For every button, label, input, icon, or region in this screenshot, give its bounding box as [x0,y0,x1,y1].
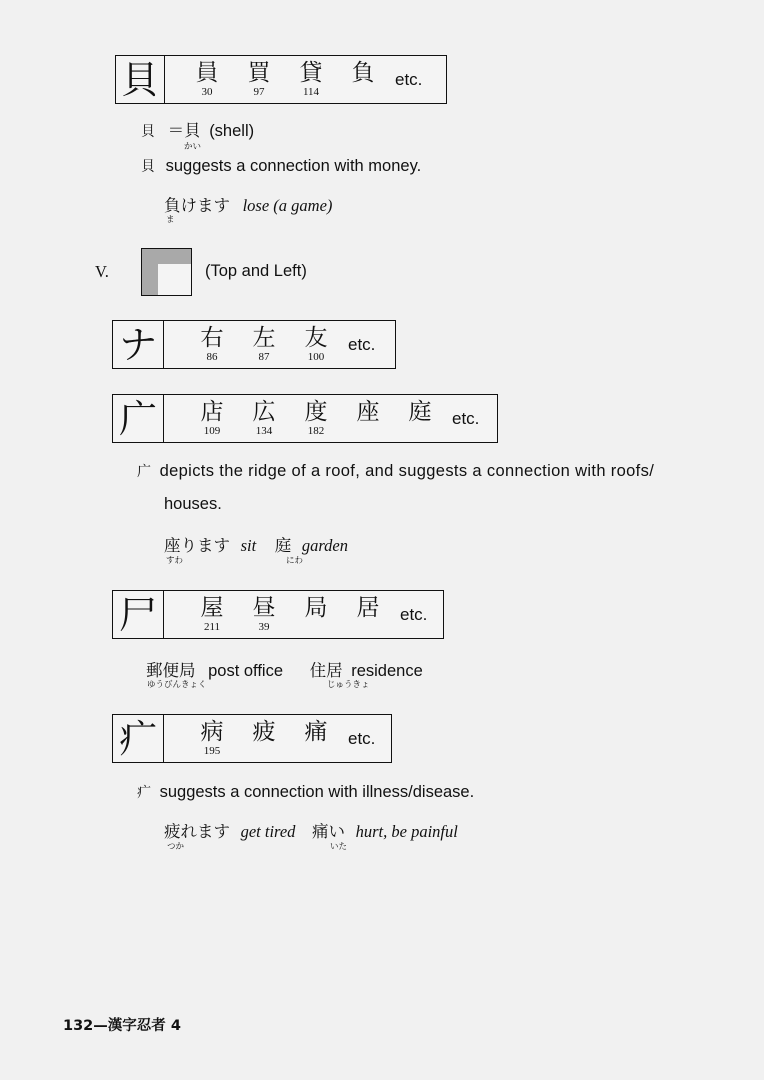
ruby-suwa: すわ [166,556,184,566]
kanji-item [285,56,337,98]
radical-box-yamaidare [112,714,392,763]
radical-inline: 广 [137,464,151,480]
kai-note [141,156,421,176]
kanji-char: 左 [252,325,276,351]
ruby-juukyo: じゅうきょ [327,680,370,690]
kanji-group [165,56,389,103]
example-word: 座ります [164,536,230,555]
madare-examples [164,532,348,556]
ruby-ma: ま [166,215,175,225]
note-text: depicts the ridge of a roof, and suggests a connection with roofs/ [159,462,655,480]
radical-inline: 貝 [141,124,155,140]
kanji-char: 負 [351,60,375,86]
ruby-kai: かい [184,142,202,152]
example-meaning: sit [240,536,257,555]
heading-label: (Top and Left) [205,262,307,280]
kanji-char: 度 [304,399,328,425]
kanji-number: 87 [258,351,270,363]
note-text: suggests a connection with money. [165,157,422,175]
kanji-item [186,591,238,633]
radical-char: 广 [113,395,164,442]
kanji-char: 疲 [252,719,276,745]
kanji-char: 広 [252,399,276,425]
ruby-yuubinkyoku: ゆうびんきょく [147,680,207,690]
example-word: 住居 [309,661,343,680]
example-word: 庭 [274,536,292,555]
diagram-inner-white [158,264,191,295]
etc-label: etc. [348,728,376,748]
etc-label: etc. [400,604,428,624]
kanji-number: 109 [203,425,221,437]
kanji-item [238,395,290,437]
page-footer: 132—漢字忍者 4 [63,1018,181,1034]
example-meaning: garden [301,536,349,555]
kanji-number: 114 [302,86,320,98]
kanji-char: 友 [304,325,328,351]
kanji-number: 211 [203,621,221,633]
note-text: suggests a connection with illness/disease. [159,783,475,801]
kanji-item [181,56,233,98]
example-meaning: residence [351,662,423,680]
radical-char: 尸 [113,591,164,638]
kai-gloss: (shell) [209,122,255,140]
example-word: 痛い [312,822,346,841]
kanji-char: 庭 [408,399,432,425]
kanji-char: 局 [304,595,328,621]
radical-box-kai [115,55,447,104]
kanji-item [290,591,342,633]
kanji-char: 貸 [299,60,323,86]
radical-box-nagi [112,320,396,369]
kanji-item [238,321,290,363]
radical-box-shikabane [112,590,444,639]
kanji-char: 痛 [304,719,328,745]
kanji-group [164,715,342,762]
yamaidare-note [137,782,474,802]
kanji-char: 屋 [200,595,224,621]
kanji-number: 86 [206,351,218,363]
kai-equals: ＝貝 [167,121,201,140]
kanji-item [233,56,285,98]
example-meaning: get tired [240,822,296,841]
madare-note-line2: houses. [164,495,222,513]
kanji-item [290,395,342,437]
top-left-diagram [141,248,192,296]
radical-box-madare [112,394,498,443]
kanji-item [342,395,394,437]
section-numeral: V. [95,262,109,281]
example-word: 郵便局 [146,661,196,680]
madare-note-line1 [137,461,654,481]
kanji-char: 買 [247,60,271,86]
radical-char: 疒 [113,715,164,762]
kanji-char: 昼 [252,595,276,621]
example-word: 負けます [164,196,230,215]
radical-char: ナ [113,321,164,368]
kanji-item [238,715,290,757]
kanji-char: 居 [356,595,380,621]
kai-example [164,192,332,216]
kanji-item [337,56,389,98]
kanji-number: 30 [201,86,213,98]
kanji-item [238,591,290,633]
kanji-group [164,591,394,638]
kanji-char: 員 [195,60,219,86]
etc-label: etc. [452,408,480,428]
kanji-number: 39 [258,621,270,633]
example-meaning: hurt, be painful [355,822,458,841]
kanji-item [394,395,446,437]
radical-inline: 疒 [137,785,151,801]
kanji-group [164,321,342,368]
kanji-number: 182 [307,425,325,437]
ruby-ita: いた [330,842,348,852]
kanji-char: 座 [356,399,380,425]
kanji-char: 病 [200,719,224,745]
example-meaning: lose (a game) [242,196,333,215]
kanji-item [290,715,342,757]
kanji-item [186,321,238,363]
kanji-item [342,591,394,633]
yamaidare-examples [164,818,458,842]
radical-char: 貝 [116,56,165,103]
etc-label: etc. [395,69,423,89]
kanji-number: 100 [307,351,325,363]
example-meaning: post office [208,662,284,680]
kanji-group [164,395,446,442]
kanji-char: 店 [200,399,224,425]
kanji-item [186,715,238,757]
kanji-item [290,321,342,363]
radical-inline: 貝 [141,159,155,175]
kanji-char: 右 [200,325,224,351]
ruby-niwa: にわ [286,556,304,566]
kanji-item [186,395,238,437]
kanji-number: 195 [203,745,221,757]
kanji-number: 134 [255,425,273,437]
kai-definition [141,117,254,141]
etc-label: etc. [348,334,376,354]
ruby-tsuka: つか [167,842,185,852]
kanji-number: 97 [253,86,265,98]
example-word: 疲れます [164,822,230,841]
